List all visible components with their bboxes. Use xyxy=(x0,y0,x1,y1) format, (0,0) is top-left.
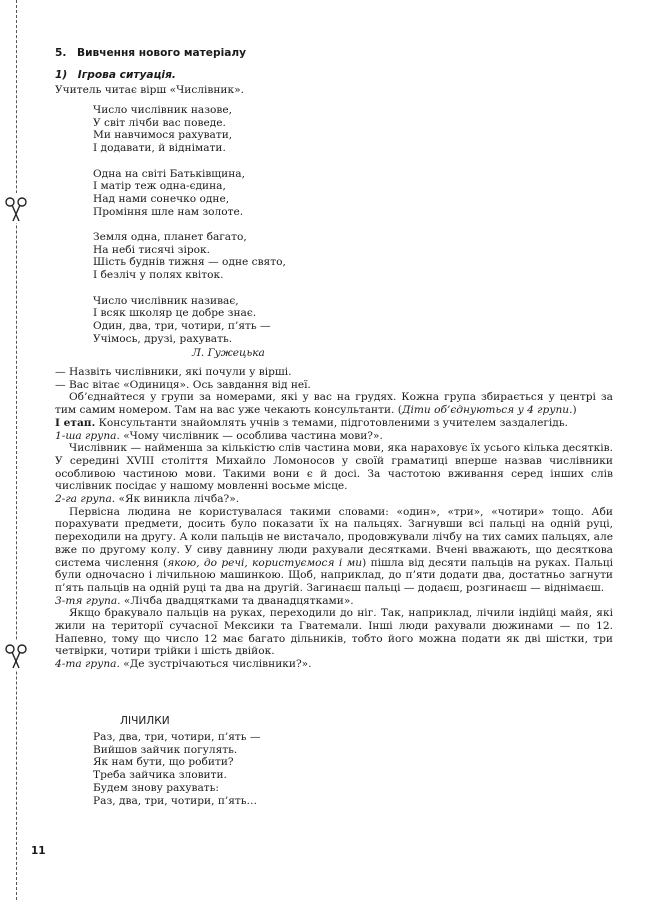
lichylka-line: Раз, два, три, чотири, п’ять — xyxy=(93,731,261,743)
group1-paragraph: Числівник — найменша за кількістю слів частина мови, яка нараховує їх усього кілька десятків. У середині XVIII століття Михайло Ломоносов у своїй граматиці вперше назвав числівники особливою частиною мови. Такими вони є й досі. За частотою вживання серед інших слів числівник посідає у нашому мовленні восьме місце. xyxy=(55,442,613,493)
stanza-gap xyxy=(93,282,286,295)
poem-line: Один, два, три, чотири, п’ять — xyxy=(93,319,271,332)
stanza-gap xyxy=(93,155,286,168)
poem-line: На небі тисячі зірок. xyxy=(93,243,210,256)
poem-line: Земля одна, планет багато, xyxy=(93,231,247,244)
poem-line: У світ лічби вас поведе. xyxy=(93,116,226,129)
lichylka-line: Як нам бути, що робити? xyxy=(93,756,234,769)
poem-author: Л. Гужецька xyxy=(192,347,265,359)
lichylka-line: Раз, два, три, чотири, п’ять… xyxy=(93,794,258,807)
poem-line: Число числівник називає, xyxy=(93,294,239,307)
group3-paragraph: Якщо бракувало пальців на руках, переходили до ніг. Так, наприклад, лічили індійці майя, які жили на території сучасної Мексики та Гватемали. Інші люди рахували дюжинами — по 12. Напевно, тому що число 12 має багато дільників, тобто його можна подати як дві шістки, три четвірки, чотири трійки і шість двійок. xyxy=(55,607,613,658)
page-number: 11 xyxy=(31,845,46,857)
poem-line: Проміння шле нам золоте. xyxy=(93,205,244,218)
poem-line: І всяк школяр це добре знає. xyxy=(93,307,257,320)
lichylky-title: ЛІЧИЛКИ xyxy=(120,715,170,727)
poem-line: І матір теж одна-єдина, xyxy=(93,180,226,193)
poem xyxy=(93,104,286,345)
paragraph-groups: Об’єднайтеся у групи за номерами, які у вас на грудях. Кожна група збирається у центрі за тим самим номером. Там на вас уже чекають консультанти. (Діти об’єднуються у 4 групи.) xyxy=(55,391,613,417)
poem-line: Над нами сонечко одне, xyxy=(93,192,230,205)
lichylka-line: Треба зайчика зловити. xyxy=(93,769,227,782)
poem-line: Одна на світі Батьківщина, xyxy=(93,167,245,180)
poem-line: Учімось, друзі, рахувать. xyxy=(93,332,233,345)
lichylka-line: Будем знову рахувать: xyxy=(93,781,219,794)
intro-line: Учитель читає вірш «Числівник». xyxy=(55,84,244,96)
group1-heading: 1-ша група. «Чому числівник — особлива частина мови?». xyxy=(55,429,383,442)
lichylka-line: Вийшов зайчик погулять. xyxy=(93,743,238,756)
group3-heading: 3-тя група. «Лічба двадцятками та дванадцятками». xyxy=(55,594,354,607)
poem-line: І додавати, й віднімати. xyxy=(93,142,226,155)
poem-line: Шість буднів тижня — одне свято, xyxy=(93,256,286,269)
instruction-line: — Вас вітає «Одиниця». Ось завдання від неї. xyxy=(55,378,311,391)
poem-line: Ми навчимося рахувати, xyxy=(93,129,233,142)
poem-line: Число числівник назове, xyxy=(93,104,232,116)
instruction-line: — Назвіть числівники, які почули у вірші. xyxy=(55,366,292,378)
subheading: 1) Ігрова ситуація. xyxy=(55,69,176,81)
group2-paragraph: Первісна людина не користувалася такими словами: «один», «три», «чотири» тощо. Аби порахувати предмети, досить було показати їх на пальцях. Загнувши всі пальці на одній руці, переходили на другу. А коли пальців не вистачало, продовжували лічбу на тих самих пальцях, але вже по другому колу. У сиву давнину люди рахували десятками. Вчені вважають, що десяткова система числення (якою, до речі, користуємося і ми) пішла від десяти пальців на руках. Пальці були одночасно і лічильною машинкою. Щоб, наприклад, до п’яти додати два, достатньо загнути п’ять пальців на одній руці та два на другій. Загинаєш пальці — додаєш, розгинаєш — віднімаєш. xyxy=(55,505,613,594)
poem-line: І безліч у полях квіток. xyxy=(93,269,224,282)
stage-label: І етап. xyxy=(55,416,96,429)
section-heading: 5. Вивчення нового матеріалу xyxy=(55,47,247,59)
group2-heading: 2-га група. «Як виникла лічба?». xyxy=(55,493,240,506)
lesson-body xyxy=(55,366,613,671)
group4-heading: 4-та група. «Де зустрічаються числівники?». xyxy=(55,658,312,671)
stanza-gap xyxy=(93,218,286,231)
stage-paragraph: І етап. Консультанти знайомлять учнів з темами, підготовленими з учителем заздалегідь. xyxy=(55,416,568,429)
lichylky-poem xyxy=(93,731,261,807)
